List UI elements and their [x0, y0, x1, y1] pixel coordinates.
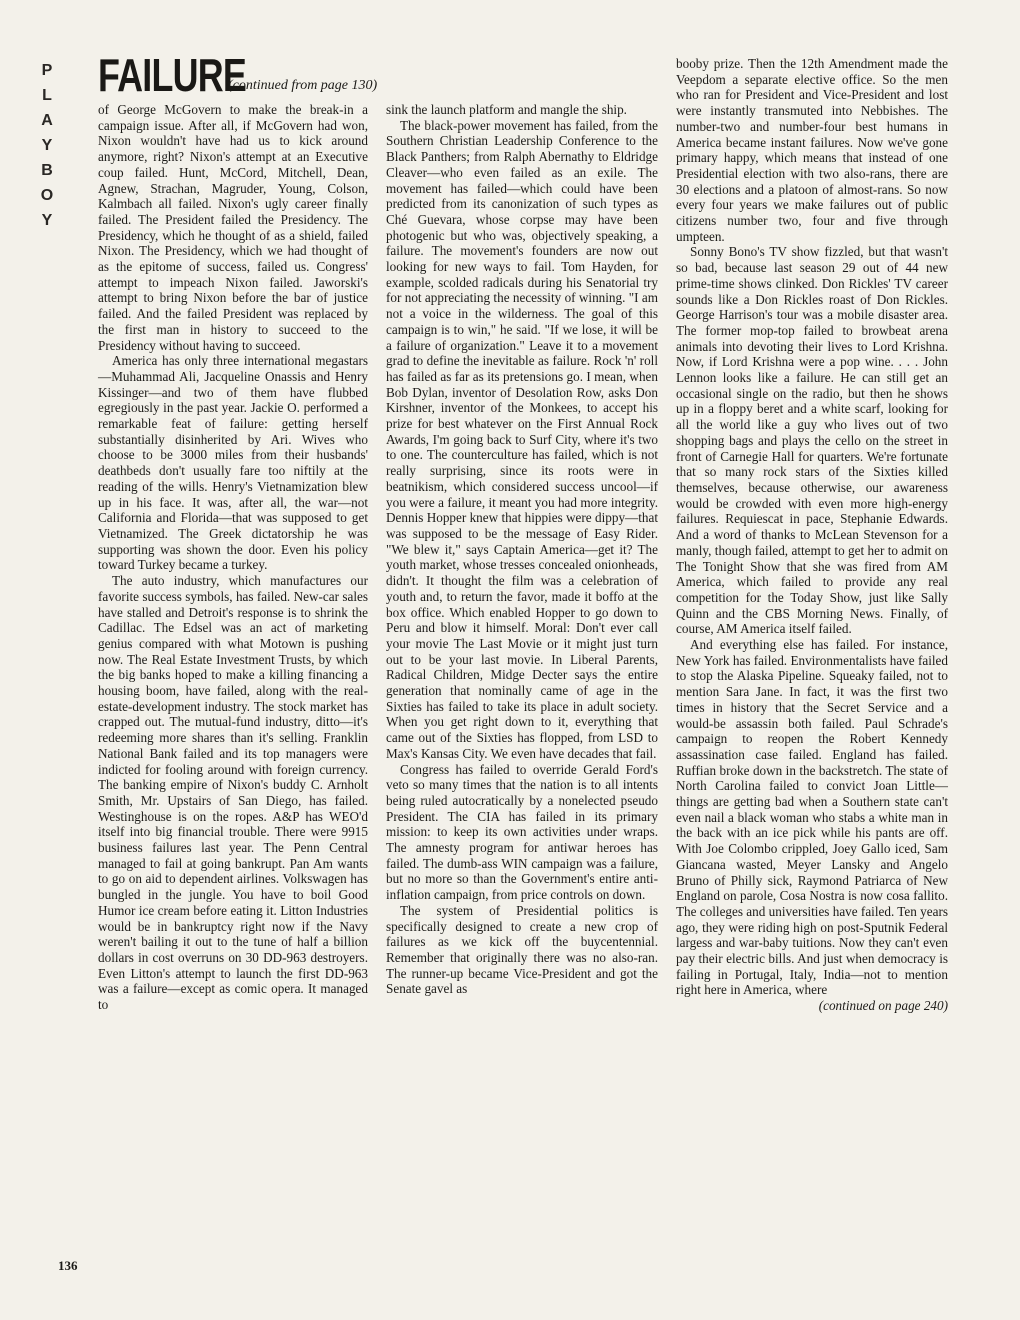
- paragraph: America has only three international megastars—Muhammad Ali, Jacqueline Onassis and Henry Kissinger—and two of them have flubbed egregiously in the past year. Jackie O. performed a remarkable feat of failure: getting herself substantially disinherited by Ari. Wives who choose to be 3000 miles from their husbands' deathbeds don't usually fare too niftily at the reading of the wills. Henry's Vietnamization blew up in his face. It was, after all, the war—not California and Florida—that was supposed to get Vietnamized. The Greek dictatorship he was supporting was shown the door. Even his policy toward Turkey became a turkey.: [98, 353, 368, 573]
- paragraph: The auto industry, which manufactures our favorite success symbols, has failed. New-car sales have stalled and Detroit's response is to shrink the Cadillac. The Edsel was an act of marketing genius compared with what Motown is pushing now. The Real Estate Investment Trusts, by which the big banks hoped to make a killing financing a housing boom, have failed, along with the real-estate-development industry. The stock market has crapped out. The mutual-fund industry, ditto—it's redeeming more shares than it's selling. Franklin National Bank failed and its top managers were indicted for fooling around with foreign currency. The banking empire of Nixon's buddy C. Arnholt Smith, Mr. Upstairs of San Diego, has failed. Westinghouse is on the ropes. A&P has WEO'd itself into big financial trouble. There were 9915 business failures last year. The Penn Central managed to fail at going bankrupt. Pan Am wants to go on aid to dependent airlines. Volkswagen has bungled in the jungle. You have to boil Good Humor ice cream before eating it. Litton Industries would be in bankruptcy right now if the Navy weren't bailing it out to the tune of half a billion dollars in cost overruns on 30 DD-963 destroyers. Even Litton's attempt to launch the first DD-963 was a failure—except as comic opera. It managed to: [98, 573, 368, 1013]
- sidebar-letter: Y: [41, 137, 53, 154]
- paragraph: The black-power movement has failed, from the Southern Christian Leadership Conference to the Black Panthers; from Ralph Abernathy to Eldridge Cleaver—who even failed as an exile. The movement has failed—which could have been predicted from its canonization of such types as Ché Guevara, whose corpse may have been photogenic but who was, objectively speaking, a failure. The movement's founders are now out looking for new ways to fail. Tom Hayden, for example, scolded radicals during his Senatorial try for not appreciating the necessity of winning. "I am not a voice in the wilderness. The goal of this campaign is to win," he said. "If we lose, it will be a failure of organization." Leave it to a movement grad to define the inevitable as failure. Rock 'n' roll has failed as far as its pretensions go. I mean, when Bob Dylan, inventor of Desolation Row, asks Don Kirshner, inventor of the Monkees, to accept his prize for best whatever on the First Annual Rock Awards, I'm going back to Surf City, where it's two to one. The counterculture has failed, which is not really surprising, since its roots were in beatnikism, which considered success uncool—if you were a failure, it meant you had more integrity. Dennis Hopper knew that hippies were dippy—that was supposed to be the message of Easy Rider. "We blew it," says Captain America—get it? The youth market, whose tresses concealed onionheads, didn't. It thought the film was a celebration of youth and, to return the favor, made it boffo at the box office. Which enabled Hopper to go down to Peru and blow it himself. Moral: Don't ever call your movie The Last Movie or it might just turn out to be your last movie. In Liberal Parents, Radical Children, Midge Decter says the entire generation that nominally came of age in the Sixties has failed to take its place in adult society. When you get right down to it, everything that came out of the Sixties has flopped, from LSD to Max's Kansas City. We even have decades that fail.: [386, 117, 658, 761]
- article-headline: FAILURE: [98, 49, 247, 101]
- paragraph: Sonny Bono's TV show fizzled, but that wasn't so bad, because last season 29 out of 44 new prime-time shows clinked. Don Rickles' TV career sounds like a Don Rickles roast of Don Rickles. George Harrison's tour was a mobile disaster area. The former mop-top failed to browbeat arena animals into devoting their lives to Lord Krishna. Now, if Lord Krishna were a pop wine. . . . John Lennon looks like a failure. He can still get an occasional single on the radio, but then he shows up in a floppy beret and a white scarf, looking for all the world like a guy who lives out of two shopping bags and plays the cello on the street in front of Carnegie Hall for quarters. We're fortunate that so many rock stars of the Sixties killed themselves, because otherwise, our awareness would be crowded with even more high-energy failures. Requiescat in pace, Stephanie Edwards. And a word of thanks to McLean Stevenson for a manly, though failed, attempt to get her to admit on The Tonight Show that she was fired from AM America, which failed to provide any real competition for the Today Show, just like Sally Quinn and the CBS Morning News. Finally, of course, AM America itself failed.: [676, 244, 948, 637]
- text-column-1: [98, 102, 368, 1013]
- magazine-sidebar-logo: [36, 58, 58, 233]
- paragraph: The system of Presidential politics is specifically designed to create a new crop of failures as we kick off the buycentennial. Remember that originally there was no also-ran. The runner-up became Vice-President and got the Senate gavel as: [386, 902, 658, 997]
- sidebar-letter: P: [41, 62, 53, 79]
- sidebar-letter: Y: [41, 212, 53, 229]
- paragraph: sink the launch platform and mangle the ship.: [386, 102, 627, 117]
- text-column-2: [386, 102, 658, 997]
- paragraph: And everything else has failed. For instance, New York has failed. Environmentalists have failed to stop the Alaska Pipeline. Squeaky failed, not to mention Sara Jane. In fact, it was the first two times in history that the Secret Service and a would-be assassin both failed. Paul Schrade's campaign to reopen the Robert Kennedy assassination case failed. England has failed. Ruffian broke down in the backstretch. The state of North Carolina failed to convict Joan Little—things are getting bad when a Southern state can't even nail a black woman who stabs a white man in the back with an ice pick while his pants are off. With Joe Colombo crippled, Joey Gallo iced, Sam Giancana wasted, Meyer Lansky and Angelo Bruno of Philly sick, Raymond Patriarca of New England on parole, Cosa Nostra is now cosa fallito. The colleges and universities have failed. Ten years ago, they were riding high on post-Sputnik Federal largess and war-baby tuitions. Now they can't even pay their electric bills. And just when democracy is failing in Portugal, Italy, India—not to mention right here in America, where: [676, 637, 949, 998]
- sidebar-letter: A: [41, 112, 53, 129]
- sidebar-letter: L: [42, 87, 52, 104]
- headline-block: [98, 49, 378, 101]
- paragraph: Congress has failed to override Gerald Ford's veto so many times that the nation is to all intents being ruled autocratically by a nonelected pseudo President. The CIA has failed in its primary mission: to keep its own activities under wraps. The amnesty program for antiwar heroes has failed. The dumb-ass WIN campaign was a failure, but no more so than the Government's entire anti-inflation campaign, from price controls on down.: [386, 761, 658, 903]
- text-column-3: [676, 56, 948, 1014]
- continued-on-note: (continued on page 240): [818, 998, 948, 1014]
- paragraph: booby prize. Then the 12th Amendment made the Veepdom a separate elective office. So the men who ran for President and Vice-President and lost were instantly transmuted into Nebbishes. The number-two and number-four best humans in America became instant failures. Now we've gone primary happy, which means that instead of one Presidential election with two also-rans, there are 30 elections and a platoon of almost-rans. So now every four years we make failures out of public citizens number two, four and five through umpteen.: [676, 56, 948, 244]
- sidebar-letter: B: [41, 162, 53, 179]
- sidebar-letter: O: [40, 187, 54, 204]
- page-number: 136: [58, 1258, 78, 1273]
- paragraph: of George McGovern to make the break-in a campaign issue. After all, if McGovern had won, Nixon wouldn't have had us to kick around anymore, right? Nixon's attempt at an Executive coup failed. Hunt, McCord, Mitchell, Dean, Agnew, Strachan, Magruder, Young, Colson, Kalmbach all failed. Nixon's ugly career finally failed. The President failed the Presidency. The Presidency, which he thought of as a shield, failed Nixon. The Presidency, which we had thought of as the epitome of success, failed us. Congress' attempt to impeach Nixon failed. Jaworski's attempt to bring Nixon before the bar of justice failed. And the failed President was replaced by the first man in history to succeed to the Presidency without having to succeed.: [98, 102, 368, 353]
- continued-from-note: (continued from page 130): [228, 78, 378, 93]
